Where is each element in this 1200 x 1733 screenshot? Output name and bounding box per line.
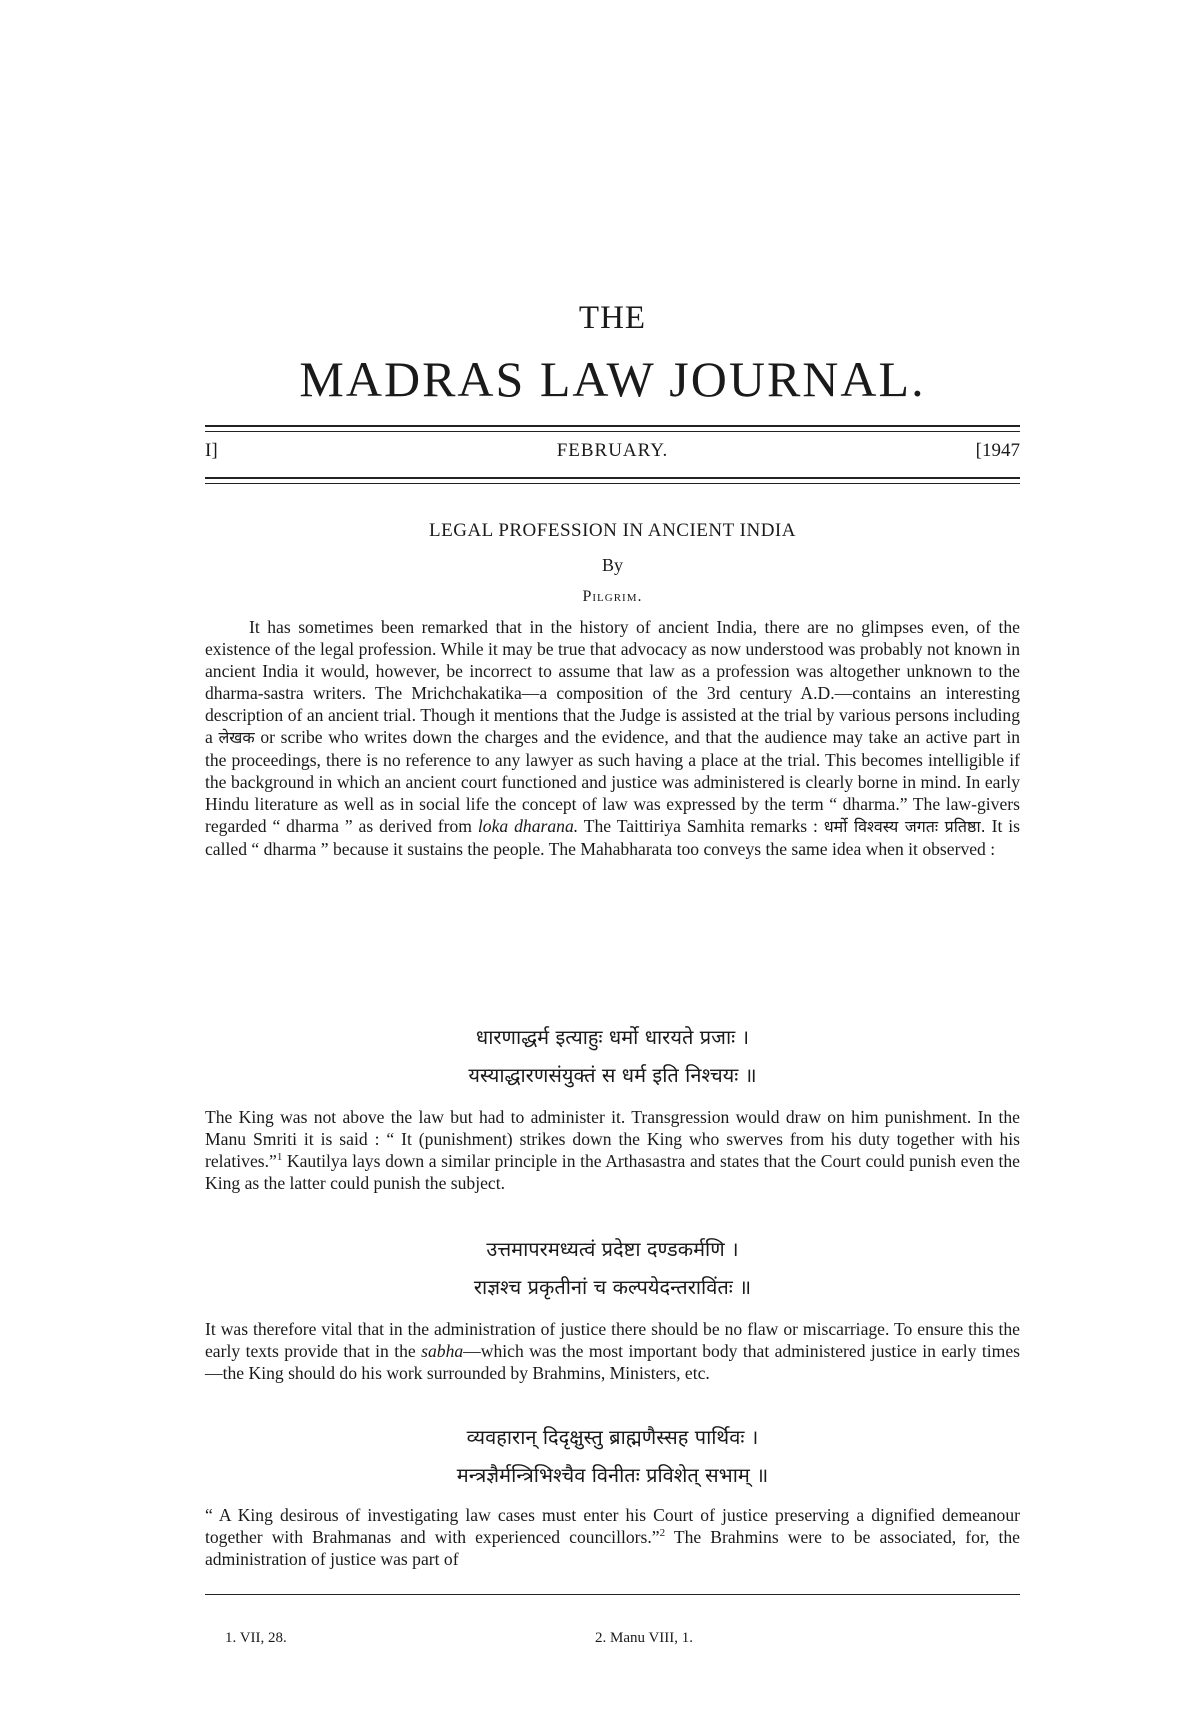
header-rule-top <box>205 425 1020 427</box>
verse-3-line-1: व्यवहारान् दिदृक्षुस्तु ब्राह्मणैस्सह पार्थिवः । <box>466 1425 759 1449</box>
paragraph-4-text-a: “ A King desirous of investigating law cases must enter his Court of justice preserving a dignified demeanour together with Brahmanas and with experienced councillors.” <box>205 1505 1020 1547</box>
paragraph-1-text-d: It is called “ dharma ” because it sustains the people. The Mahabharata too conveys the same idea when it observed : <box>205 816 1021 859</box>
masthead-title: MADRAS LAW JOURNAL. <box>299 351 926 407</box>
verse-2 <box>205 1230 1020 1306</box>
paragraph-1-italic: loka dharana. <box>477 816 579 836</box>
paragraph-1-sanskrit-quote: धर्मो विश्वस्य जगतः प्रतिष्ठा. <box>823 817 986 836</box>
footnote-ref-1: 1 <box>276 1151 283 1164</box>
footnotes <box>205 1630 1020 1654</box>
dateline <box>205 440 1020 466</box>
verse-3-line-2: मन्त्रज्ञैर्मन्त्रिभिश्चैव विनीतः प्रविशेत् सभाम् ॥ <box>456 1463 769 1487</box>
footnote-rule <box>205 1594 1020 1595</box>
paragraph-3-text-b: —which was the most important body that administered justice in early times—the King should do his work surrounded by Brahmins, Ministers, etc. <box>205 1341 1020 1383</box>
header-rule-bottom <box>205 477 1020 479</box>
article-title: LEGAL PROFESSION IN ANCIENT INDIA <box>429 520 796 541</box>
paragraph-1-text-b: or scribe who writes down the charges and the evidence, and that the audience may take an active part in the proceedings, there is no reference to any lawyer as such having a place at the trial. This becomes intelligible if the background in which an ancient court functioned and justice was administered is clearly borne in mind. In early Hindu literature as well as in social life the concept of law was expressed by the term “ dharma.” The law-givers regarded “ dharma ” as derived from <box>205 727 1021 836</box>
verse-1 <box>205 1018 1020 1094</box>
paragraph-2 <box>205 1106 1020 1194</box>
footnote-ref-2: 2 <box>659 1527 666 1540</box>
paragraph-3 <box>205 1318 1020 1384</box>
paragraph-3-italic: sabha <box>421 1341 464 1361</box>
paragraph-2-text-a: The King was not above the law but had to administer it. Transgression would draw on him punishment. In the Manu Smriti it is said : “ It (punishment) strikes down the King who swerves from his duty together with his relatives.” <box>205 1107 1020 1171</box>
header-rule-top-thin <box>205 431 1020 432</box>
footnote-1: 1. VII, 28. <box>225 1630 287 1646</box>
verse-3 <box>205 1418 1020 1494</box>
paragraph-4-text-b: The Brahmins were to be associated, for, the administration of justice was part of <box>205 1527 1020 1569</box>
header-rule-bottom-thin <box>205 483 1020 484</box>
issue-month: FEBRUARY. <box>556 440 669 461</box>
paragraph-1 <box>205 616 1020 860</box>
paragraph-1-text-a: It has sometimes been remarked that in the history of ancient India, there are no glimpses even, of the existence of the legal profession. While it may be true that advocacy as now understood was probably not known in ancient India it would, however, be incorrect to assume that law as a profession was altogether unknown to the dharma-sastra writers. The Mrichchakatika—a composition of the 3rd century A.D.—contains an interesting description of an ancient trial. Though it mentions that the Judge is assisted at the trial by various persons including a <box>205 617 1020 747</box>
verse-2-line-2: राज्ञश्च प्रकृतीनां च कल्पयेदन्तराविंतः ॥ <box>473 1275 752 1299</box>
verse-2-line-1: उत्तमापरमध्यत्वं प्रदेष्टा दण्डकर्मणि । <box>486 1237 739 1261</box>
paragraph-1-text-c: The Taittiriya Samhita remarks : <box>583 816 818 836</box>
footnote-2: 2. Manu VIII, 1. <box>595 1630 694 1646</box>
paragraph-4 <box>205 1504 1020 1570</box>
volume-number: I] <box>205 440 218 461</box>
issue-year: [1947 <box>975 440 1020 461</box>
paragraph-2-text-b: Kautilya lays down a similar principle in the Arthasastra and states that the Court could punish even the King as the latter could punish the subject. <box>205 1151 1020 1193</box>
verse-1-line-2: यस्याद्धारणसंयुक्तं स धर्म इति निश्चयः ॥ <box>468 1063 757 1087</box>
masthead-the: THE <box>578 300 647 336</box>
paragraph-3-text-a: It was therefore vital that in the administration of justice there should be no flaw or miscarriage. To ensure this the early texts provide that in the <box>205 1319 1020 1361</box>
author-name: Pilgrim. <box>582 588 643 605</box>
byline: By <box>601 555 623 575</box>
verse-1-line-1: धारणाद्धर्म इत्याहुः धर्मो धारयते प्रजाः । <box>475 1025 750 1049</box>
paragraph-1-sanskrit-word: लेखक <box>218 728 255 747</box>
